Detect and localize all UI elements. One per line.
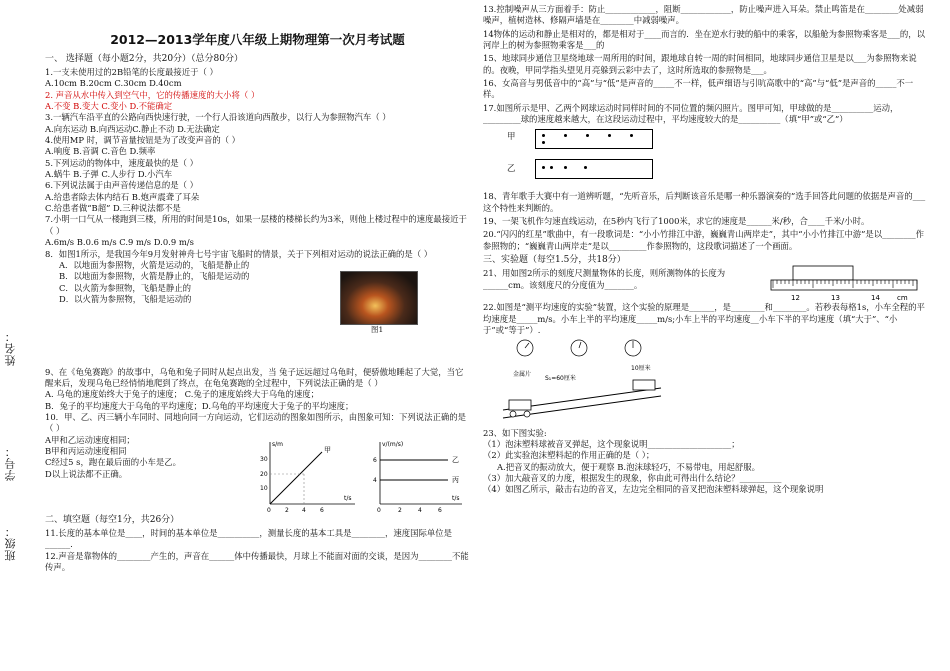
graph2-xtick-0: 0 xyxy=(377,506,381,513)
q23-part2-options: A.把音叉的振动放大，便于观察 B.泡沫球轻巧，不易带电，用起舒服。 xyxy=(497,461,761,472)
q23-part1: （1）泡沫塑料球被音叉弹起，这个现象说明____________________； xyxy=(483,439,740,450)
student-id-label: 学号： xyxy=(4,445,17,481)
question-line: 3.一辆汽车沿平直的公路向西快速行驶，一个行人沿该道向西散步，以行人为参照物汽车（ ） xyxy=(45,112,391,123)
graph2-ytick-6: 6 xyxy=(373,456,377,464)
ruler-figure xyxy=(769,264,919,304)
q8-stem: 8．如图1所示，是我国今年9月发射神舟七号宇宙飞船时的情景，关于下列相对运动的说法正确的是（ ） xyxy=(45,248,433,259)
q9-option-bd: B．兔子的平均速度大于乌龟的平均速度；D.乌龟的平均速度大于兔子的平均速度； xyxy=(45,400,354,411)
section-3-header: 三、实验题（每空1.5分，共18分） xyxy=(483,255,626,266)
question-line: A.给患者除去体内结石 B.炮声震聋了耳朵 xyxy=(45,191,200,202)
q15: 15、地球同步通信卫星绕地球一周所用的时间，跟地球自转一周的时间相同，地球同步通信卫星是以___为参照物来说的。夜晚，甲同学指头望见月亮躲到云彩中去了，这时所选取的参照物是___。 xyxy=(483,53,917,75)
q21-block xyxy=(483,268,928,324)
q8-option-c: C．以火箭为参照物，飞船是静止的 xyxy=(59,282,192,293)
ruler-unit: cm xyxy=(897,294,908,303)
graph1-line-label: 甲 xyxy=(324,445,331,454)
strobe-strip-jia xyxy=(535,129,653,149)
question-line: 6.下列说法属于由声音传递信息的是（ ） xyxy=(45,180,199,191)
graph1-xtick-0: 0 xyxy=(267,506,271,513)
q8-option-a: A．以地面为参照物，火箭是运动的，飞船是静止的 xyxy=(59,259,250,270)
graph2-ytick-4: 4 xyxy=(373,476,377,484)
q23-part3: （3）加大敲音叉的力度，根据发生的现象，你由此可得出什么结论？__________ xyxy=(483,473,782,484)
exam-title: 2012—2013学年度八年级上期物理第一次月考试题 xyxy=(110,32,405,47)
incline-experiment-figure xyxy=(483,338,663,424)
question-line: A.响度 B.音调 C.音色 D.频率 xyxy=(45,146,156,157)
graph1-ylabel: s/m xyxy=(272,440,283,448)
measured-object xyxy=(793,266,853,280)
s2-label: 10厘米 xyxy=(631,365,651,373)
right-column xyxy=(483,4,928,496)
graph1-xtick-2: 2 xyxy=(285,506,289,513)
figure-1-caption: 图1 xyxy=(371,324,384,334)
q13: 13.控制噪声从三方面着手：防止____________，阻断____________，防止噪声进入耳朵。禁止鸣笛是在________处减弱噪声，植树造林、修隔声墙是在________中减弱噪声。 xyxy=(483,4,924,26)
q17: 17.如图所示是甲、乙两个网球运动时同样时间的不同位置的频闪照片。图甲可知，甲球做的是__________运动，_________球的速度越来越大，在这段运动过程中，平均速度较大的是__________（填“甲”或“乙”） xyxy=(483,102,899,125)
q19: 19、一架飞机作匀速直线运动，在5秒内飞行了1000米，求它的速度是______米/秒，合____千米/小时。 xyxy=(483,216,870,227)
s-t-graph xyxy=(260,441,355,513)
q14: 14物体的运动和静止是相对的，都是相对于____而言的．坐在逆水行驶的船中的乘客，以船舱为参照物乘客是___的，以河岸上的树为参照物乘客是___的 xyxy=(483,28,925,51)
binding-margin xyxy=(0,0,30,671)
rocket-launch-photo xyxy=(340,271,418,325)
q10-option-c: C经过5 s，跑在最后面的小车是乙。 xyxy=(45,457,181,468)
section-1-header: 一、 选择题（每小题2分，共20分）（总分80分） xyxy=(45,53,243,64)
graph2-xtick-2: 2 xyxy=(398,506,402,513)
q10-option-b: B甲和丙运动速度相同 xyxy=(45,445,127,456)
graph2-label-yi: 乙 xyxy=(452,455,459,464)
graph2-ylabel: v/(m/s) xyxy=(382,440,404,448)
question-line: 2. 声音从水中传入到空气中，它的传播速度的大小将（ ） xyxy=(45,89,260,100)
question-line: A.10cm B.20cm C.30cm D.40cm xyxy=(45,78,182,89)
q10-option-a: A甲和乙运动速度相同； xyxy=(45,434,135,445)
q23-part4: （4）如图乙所示，敲击右边的音叉，左边完全相同的音叉把泡沫塑料球弹起，这个现象说明 xyxy=(483,484,824,495)
metal-plate-label: 金属片 xyxy=(513,371,532,379)
q8-option-d: D．以火箭为参照物，飞船是运动的 xyxy=(59,293,192,304)
graph1-xtick-6: 6 xyxy=(320,506,324,513)
graph1-ytick-10: 10 xyxy=(260,484,268,492)
section-2-header: 二、填空题（每空1分，共26分） xyxy=(45,514,180,525)
cart-icon xyxy=(633,380,655,390)
graph2-xlabel: t/s xyxy=(452,494,460,502)
question-line: A.向东运动 B.向西运动C.静止不动 D.无法确定 xyxy=(45,123,220,134)
q22: 22.如图是“测平均速度的实验”装置，这个实验的原理是______，是________和________。若秒表每格1s，小车全程的平均速度是_____m/s。小车上半的平均速度_____m/s;小车上半的平均速度__小车下半的平均速度（填“大于”、“小于”或“等于”）. xyxy=(483,302,925,335)
graph1-xtick-4: 4 xyxy=(302,506,306,513)
q12: 12.声音是靠物体的________产生的，声音在______体中传播最快，月球上不能面对面的交谈，是因为________不能传声。 xyxy=(45,550,469,573)
q8-block xyxy=(45,249,470,367)
q8-option-b: B．以地面为参照物，火箭是静止的，飞船是运动的 xyxy=(59,271,250,282)
question-list xyxy=(45,67,470,249)
ruler-label-12: 12 xyxy=(791,294,800,303)
strobe-photo-figure xyxy=(483,125,928,191)
q9-block xyxy=(45,367,470,412)
name-label: 姓名： xyxy=(4,330,17,366)
q20: 20.“闪闪的红星”歌曲中，有一段歌词是：“小小竹排江中游，巍巍青山两岸走”，其中“小小竹排江中游”是以________作参照物的；“巍巍青山两岸走”是以_________作参照物的，这段歌词描述了一个画面。 xyxy=(483,229,925,251)
ruler-label-13: 13 xyxy=(831,294,840,303)
q10-block xyxy=(45,412,470,512)
v-t-graph xyxy=(373,441,462,513)
s1-label: S₁=60厘米 xyxy=(545,375,576,383)
question-line: 5.下列运动的物体中，速度最快的是（ ） xyxy=(45,157,199,168)
graph2-label-bing: 丙 xyxy=(452,475,459,484)
question-line: 1.一支未使用过的2B铅笔的长度最接近于（ ） xyxy=(45,67,218,78)
q23-part2: （2）此实验泡沫塑料起的作用正确的是（ ）； xyxy=(483,450,655,461)
graph2-xtick-4: 4 xyxy=(418,506,422,513)
q9-option-ac: A. 乌龟的速度始终大于兔子的速度； C.兔子的速度始终大于乌龟的速度； xyxy=(45,389,320,400)
label-jia: 甲 xyxy=(507,131,516,142)
graph1-ytick-30: 30 xyxy=(260,455,268,463)
graph1-ytick-20: 20 xyxy=(260,470,268,478)
q10-option-d: D以上说法都不正确。 xyxy=(45,468,128,479)
graph1-xlabel: t/s xyxy=(344,494,352,502)
q16: 16、女高音与男低音中的“高”与“低”是声音的_____不一样，低声细语与引吭高歌中的“高”与“低”是声音的_____不一样。 xyxy=(483,78,914,100)
q11: 11.长度的基本单位是____，时间的基本单位是__________，测量长度的基本工具是________，速度国际单位是______. xyxy=(45,528,452,550)
class-label: 班级： xyxy=(4,525,17,561)
question-line: 4.使用MP 时，调节音量按钮是为了改变声音的（ ） xyxy=(45,135,241,146)
strobe-strip-yi xyxy=(535,159,653,179)
q21: 21、用如图2所示的刻度尺测量物体的长度，则所测物体的长度为______cm。该刻度尺的分度值为_______。 xyxy=(483,268,726,290)
q10-stem: 10．甲、乙、丙三辆小车同时、同地向同一方向运动，它们运动的图象如图所示，由图象可知：下列说法正确的是（ ） xyxy=(45,411,467,434)
q23: 23、如下图实验: xyxy=(483,427,547,438)
label-yi: 乙 xyxy=(507,163,516,174)
question-line: 7.小明一口气从一楼跑到三楼，所用的时间是10s，如果一层楼的楼梯长约为3米，则他上楼过程中的速度最接近于（ ） xyxy=(45,214,467,236)
q9-stem: 9、在《龟兔赛跑》的故事中，乌龟和兔子同时从起点出发，当 兔子远远超过乌龟时，便骄傲地睡起了大觉，当它醒来后，发现乌龟已经悄悄地爬到了终点，在龟兔赛跑的全过程中，下列说法正确的是（ ） xyxy=(45,366,464,388)
question-line: C.给患者做“B超” D.三种说法都不是 xyxy=(45,203,181,214)
graph2-xtick-6: 6 xyxy=(438,506,442,513)
left-column xyxy=(45,18,470,573)
cart-icon xyxy=(509,400,531,410)
q18: 18、青年歌手大赛中有一道辨听题，“先听音乐，后判断该音乐是哪一种乐器演奏的”选手回答此问题的依据是声音的___这个特性来判断的。 xyxy=(483,191,926,213)
question-line: A.6m/s B.0.6 m/s C.9 m/s D.0.9 m/s xyxy=(45,237,194,248)
question-line: A.不变 B.变大 C.变小 D.不能确定 xyxy=(45,101,173,112)
question-line: A.蜗牛 B.子弹 C.人步行 D.小汽车 xyxy=(45,169,173,180)
q10-graphs xyxy=(240,438,470,513)
ruler-label-14: 14 xyxy=(871,294,880,303)
graph-line-jia xyxy=(270,452,322,504)
section-2-block xyxy=(45,514,470,574)
